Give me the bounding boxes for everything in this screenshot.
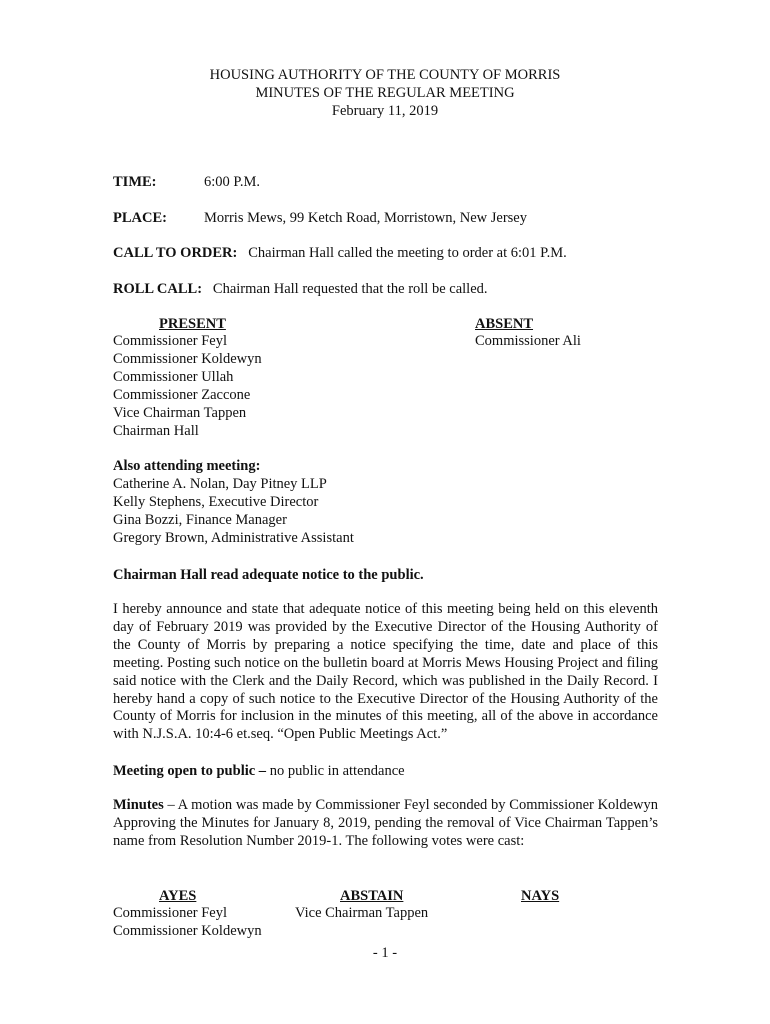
list-item: Kelly Stephens, Executive Director	[113, 493, 319, 510]
also-attending-heading: Also attending meeting:	[113, 458, 261, 474]
present-heading: PRESENT	[159, 316, 226, 332]
place-value: Morris Mews, 99 Ketch Road, Morristown, New Jersey	[204, 210, 527, 226]
minutes-text: – A motion was made by Commissioner Feyl seconded by Commissioner Koldewyn Approving the Minutes for January 8, 2019, pending the removal of Vice Chairman Tappen’s name from Resolution Number 2019-1. The following votes were cast:	[113, 797, 658, 849]
time-label: TIME:	[113, 174, 157, 190]
place-label: PLACE:	[113, 210, 167, 226]
call-to-order-text: Chairman Hall called the meeting to order at 6:01 P.M.	[248, 245, 567, 261]
list-item: Gina Bozzi, Finance Manager	[113, 511, 287, 528]
ayes-list	[113, 905, 262, 941]
abstain-list	[295, 905, 428, 923]
header-date: February 11, 2019	[331, 103, 439, 119]
notice-paragraph: I hereby announce and state that adequate notice of this meeting being held on this eleventh day of February 2019 was provided by the Executive Director of the Housing Authority of the County of Morris by preparing a notice specifying the time, date and place of this meeting. Posting such notice on the bulletin board at Morris Mews Housing Project and filing said notice with the Clerk and the Daily Record, which was published in the Daily Record. I hereby hand a copy of such notice to the Executive Director of the Housing Authority of the County of Morris for inclusion in the minutes of this meeting, all of the above in accordance with N.J.S.A. 10:4-6 et.seq. “Open Public Meetings Act.”	[113, 601, 658, 743]
call-to-order-label: CALL TO ORDER:	[113, 245, 238, 261]
list-item: Commissioner Koldewyn	[113, 350, 262, 367]
list-item: Commissioner Ali	[475, 333, 581, 349]
header-org: HOUSING AUTHORITY OF THE COUNTY OF MORRIS	[209, 67, 561, 83]
list-item: Commissioner Zaccone	[113, 386, 251, 403]
absent-heading: ABSENT	[475, 316, 534, 332]
public-label: Meeting open to public –	[113, 763, 267, 779]
time-value: 6:00 P.M.	[204, 174, 261, 190]
minutes-paragraph	[113, 797, 658, 851]
list-item: Vice Chairman Tappen	[113, 404, 247, 421]
header-title: MINUTES OF THE REGULAR MEETING	[255, 85, 515, 101]
list-item: Commissioner Feyl	[113, 333, 227, 349]
page-number: - 1 -	[372, 945, 398, 961]
list-item: Commissioner Koldewyn	[113, 922, 262, 939]
present-list	[113, 333, 262, 440]
public-text: no public in attendance	[266, 763, 405, 779]
list-item: Vice Chairman Tappen	[295, 905, 429, 921]
absent-list	[475, 333, 581, 351]
notice-heading: Chairman Hall read adequate notice to the public.	[113, 567, 424, 583]
roll-call-text: Chairman Hall requested that the roll be called.	[212, 281, 488, 297]
roll-call	[113, 280, 488, 298]
abstain-heading: ABSTAIN	[340, 888, 404, 904]
ayes-heading: AYES	[159, 888, 197, 904]
list-item: Chairman Hall	[113, 422, 199, 439]
nays-heading: NAYS	[521, 888, 560, 904]
public-line	[113, 762, 405, 780]
also-attending	[113, 458, 354, 548]
list-item: Catherine A. Nolan, Day Pitney LLP	[113, 475, 327, 492]
list-item: Commissioner Ullah	[113, 368, 234, 385]
minutes-label: Minutes	[113, 797, 164, 813]
list-item: Commissioner Feyl	[113, 905, 227, 921]
roll-call-label: ROLL CALL:	[113, 281, 203, 297]
call-to-order	[113, 244, 567, 262]
list-item: Gregory Brown, Administrative Assistant	[113, 529, 354, 546]
